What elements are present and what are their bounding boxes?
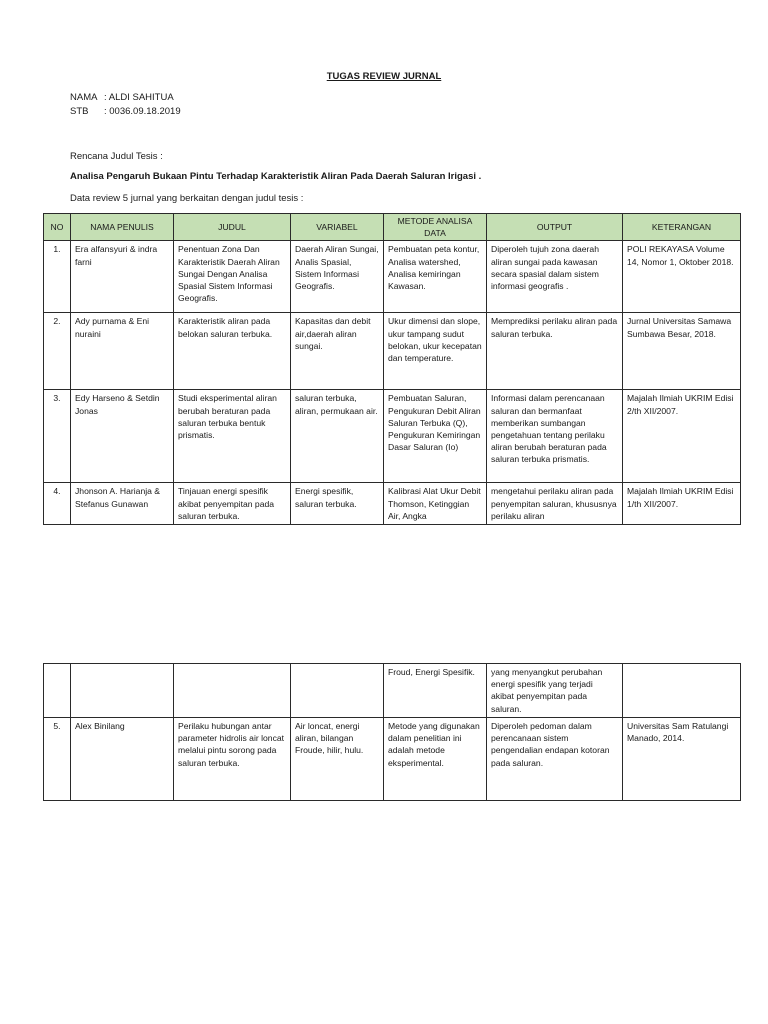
cell-variabel: Energi spesifik, saluran terbuka. <box>291 483 384 525</box>
header-output: OUTPUT <box>487 214 623 241</box>
cell-variabel <box>291 664 384 718</box>
table-row <box>44 664 741 718</box>
cell-variabel: Air loncat, energi aliran, bilangan Froude, hilir, hulu. <box>291 718 384 801</box>
cell-nama-penulis: Jhonson A. Harianja & Stefanus Gunawan <box>71 483 174 525</box>
cell-judul: Studi eksperimental aliran berubah beraturan pada saluran terbuka bentuk prismatis. <box>174 390 291 483</box>
cell-metode: Pembuatan peta kontur, Analisa watershed, Analisa kemiringan Kawasan. <box>384 241 487 313</box>
cell-nama-penulis: Edy Harseno & Setdin Jonas <box>71 390 174 483</box>
cell-no <box>44 664 71 718</box>
cell-output: Memprediksi perilaku aliran pada saluran terbuka. <box>487 313 623 390</box>
cell-output: mengetahui perilaku aliran pada penyempitan saluran, khususnya perilaku aliran <box>487 483 623 525</box>
cell-output: Diperoleh pedoman dalam perencanaan sistem pengendalian endapan kotoran pada saluran. <box>487 718 623 801</box>
cell-output: Informasi dalam perencanaan saluran dan bermanfaat memberikan sumbangan pengetahuan tentang perilaku aliran berubah beraturan pada saluran terbuka prismatis. <box>487 390 623 483</box>
header-judul: JUDUL <box>174 214 291 241</box>
cell-no: 5. <box>44 718 71 801</box>
nama-value: : ALDI SAHITUA <box>104 92 174 103</box>
header-metode: METODE ANALISA DATA <box>384 214 487 241</box>
cell-variabel: Daerah Aliran Sungai, Analis Spasial, Sistem Informasi Geografis. <box>291 241 384 313</box>
page-title: TUGAS REVIEW JURNAL <box>326 71 442 82</box>
cell-variabel: Kapasitas dan debit air,daerah aliran sungai. <box>291 313 384 390</box>
cell-keterangan: POLI REKAYASA Volume 14, Nomor 1, Oktober 2018. <box>623 241 741 313</box>
stb-value: : 0036.09.18.2019 <box>104 106 181 117</box>
cell-no: 2. <box>44 313 71 390</box>
cell-variabel: saluran terbuka, aliran, permukaan air. <box>291 390 384 483</box>
cell-metode: Kalibrasi Alat Ukur Debit Thomson, Ketinggian Air, Angka <box>384 483 487 525</box>
cell-keterangan: Majalah Ilmiah UKRIM Edisi 2/th XII/2007. <box>623 390 741 483</box>
cell-judul: Tinjauan energi spesifik akibat penyempitan pada saluran terbuka. <box>174 483 291 525</box>
cell-judul: Karakteristik aliran pada belokan saluran terbuka. <box>174 313 291 390</box>
table-row <box>44 313 741 390</box>
cell-judul: Penentuan Zona Dan Karakteristik Daerah Aliran Sungai Dengan Analisa Spasial Sistem Informasi Geografis. <box>174 241 291 313</box>
review-table-continued <box>43 663 741 801</box>
cell-keterangan: Universitas Sam Ratulangi Manado, 2014. <box>623 718 741 801</box>
data-review-label: Data review 5 jurnal yang berkaitan dengan judul tesis : <box>70 193 304 204</box>
cell-no: 1. <box>44 241 71 313</box>
rencana-label: Rencana Judul Tesis : <box>70 151 163 162</box>
table-header-row <box>44 214 741 241</box>
nama-label: NAMA <box>70 92 98 103</box>
table-row <box>44 483 741 525</box>
table-row <box>44 241 741 313</box>
cell-metode: Ukur dimensi dan slope, ukur tampang sudut belokan, ukur kecepatan dan temperature. <box>384 313 487 390</box>
table-row <box>44 390 741 483</box>
cell-output: Diperoleh tujuh zona daerah aliran sungai pada kawasan secara spasial dalam sistem informasi geografis . <box>487 241 623 313</box>
header-keterangan: KETERANGAN <box>623 214 741 241</box>
cell-nama-penulis: Era alfansyuri & indra farni <box>71 241 174 313</box>
table-row <box>44 718 741 801</box>
stb-label: STB <box>70 106 89 117</box>
cell-judul: Perilaku hubungan antar parameter hidrolis air loncat melalui pintu sorong pada saluran terbuka. <box>174 718 291 801</box>
cell-nama-penulis: Alex Binilang <box>71 718 174 801</box>
judul-tesis: Analisa Pengaruh Bukaan Pintu Terhadap Karakteristik Aliran Pada Daerah Saluran Irigasi . <box>70 171 482 182</box>
review-table <box>43 213 741 525</box>
cell-keterangan: Jurnal Universitas Samawa Sumbawa Besar, 2018. <box>623 313 741 390</box>
cell-keterangan: Majalah Ilmiah UKRIM Edisi 1/th XII/2007. <box>623 483 741 525</box>
cell-no: 4. <box>44 483 71 525</box>
cell-metode: Metode yang digunakan dalam penelitian ini adalah metode eksperimental. <box>384 718 487 801</box>
cell-metode: Froud, Energi Spesifik. <box>384 664 487 718</box>
cell-output: yang menyangkut perubahan energi spesifik yang terjadi akibat penyempitan pada saluran. <box>487 664 623 718</box>
cell-nama-penulis: Ady purnama & Eni nuraini <box>71 313 174 390</box>
cell-no: 3. <box>44 390 71 483</box>
header-variabel: VARIABEL <box>291 214 384 241</box>
header-no: NO <box>44 214 71 241</box>
cell-keterangan <box>623 664 741 718</box>
cell-nama-penulis <box>71 664 174 718</box>
stb-line <box>70 106 181 118</box>
nama-line <box>70 92 174 104</box>
header-nama-penulis: NAMA PENULIS <box>71 214 174 241</box>
cell-metode: Pembuatan Saluran, Pengukuran Debit Aliran Saluran Terbuka (Q), Pengukuran Kemiringan Dasar Saluran (Io) <box>384 390 487 483</box>
cell-judul <box>174 664 291 718</box>
